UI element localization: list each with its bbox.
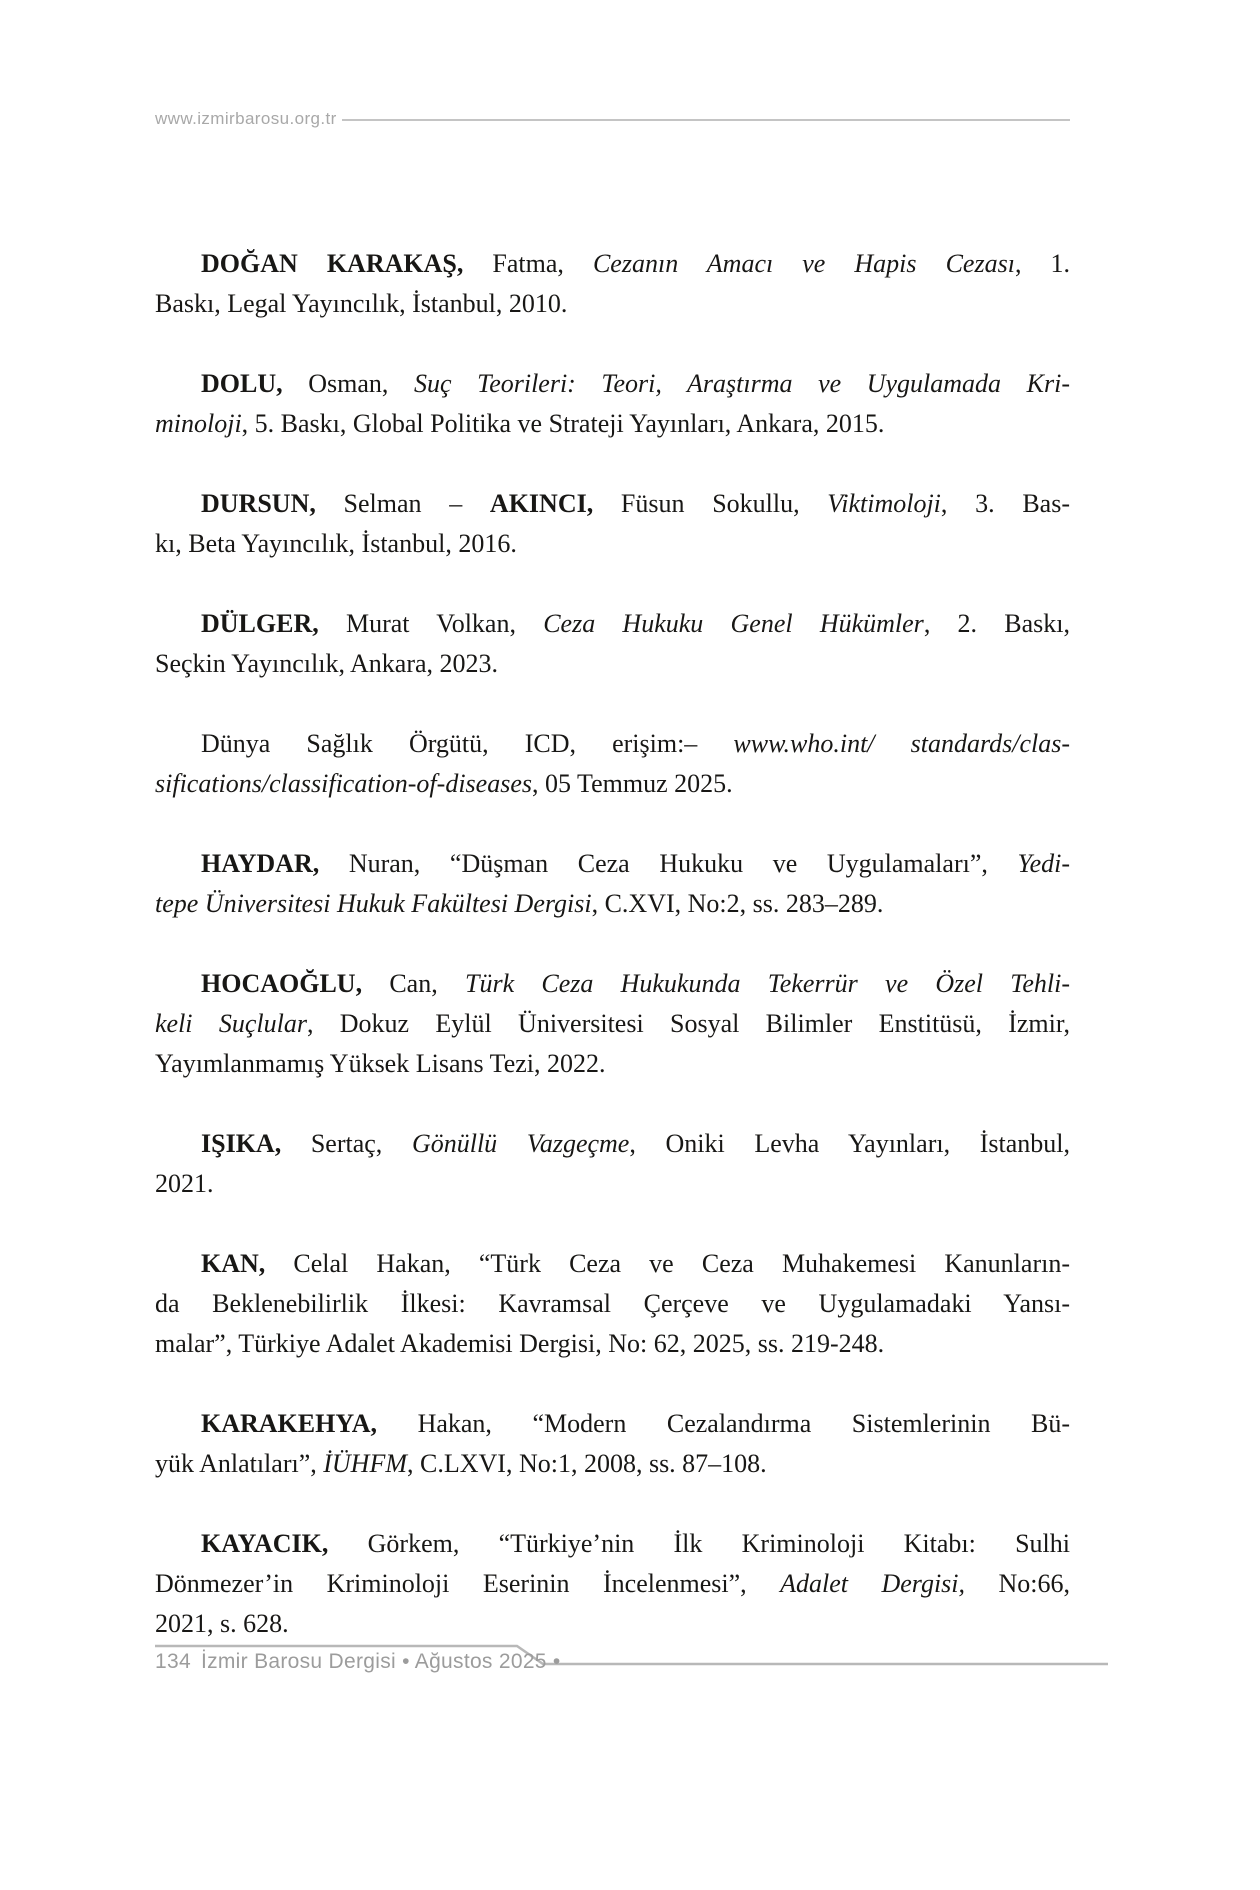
entry-text: Dünya Sağlık Örgütü, ICD, erişim:– xyxy=(201,729,734,758)
work-title: Cezanın Amacı ve Hapis Cezası xyxy=(592,249,1015,278)
author-name: KAN, xyxy=(201,1249,266,1278)
entry-line xyxy=(155,964,1070,1004)
entry-line xyxy=(155,244,1070,284)
author-name: HOCAOĞLU, xyxy=(201,969,363,998)
entry-line xyxy=(155,1404,1070,1444)
entry-text: 2021. xyxy=(155,1169,214,1198)
entry-line xyxy=(155,404,1070,444)
entry-line xyxy=(155,484,1070,524)
entry-text: , 3. Bas- xyxy=(940,489,1070,518)
entry-line xyxy=(155,1444,1070,1484)
entry-line xyxy=(155,844,1070,884)
bibliography-entry xyxy=(155,244,1070,324)
work-title: keli Suçlular xyxy=(155,1009,307,1038)
bibliography-entry xyxy=(155,844,1070,924)
author-name: KARAKEHYA, xyxy=(201,1409,378,1438)
entry-text: Dönmezer’in Kriminoloji Eserinin İncelenmesi”, xyxy=(155,1569,781,1598)
bibliography-entry xyxy=(155,1124,1070,1204)
page-header xyxy=(155,109,1070,129)
entry-text: , 05 Temmuz 2025. xyxy=(531,769,733,798)
work-title: Türk Ceza Hukukunda Tekerrür ve Özel Tehli- xyxy=(464,969,1070,998)
entry-line xyxy=(155,1284,1070,1324)
entry-text: Yayımlanmamış Yüksek Lisans Tezi, 2022. xyxy=(155,1049,606,1078)
bibliography-entry xyxy=(155,1524,1070,1644)
entry-text: malar”, Türkiye Adalet Akademisi Dergisi, No: 62, 2025, ss. 219-248. xyxy=(155,1329,885,1358)
bibliography-entry xyxy=(155,724,1070,804)
entry-text: Füsun Sokullu, xyxy=(593,489,828,518)
entry-line xyxy=(155,884,1070,924)
entry-text: No:66, xyxy=(965,1569,1070,1598)
entry-line xyxy=(155,1524,1070,1564)
author-name: DURSUN, xyxy=(201,489,316,518)
entry-line xyxy=(155,1124,1070,1164)
entry-text: yük Anlatıları”, xyxy=(155,1449,324,1478)
entry-text: , C.XVI, No:2, ss. 283–289. xyxy=(591,889,884,918)
entry-line xyxy=(155,764,1070,804)
entry-line xyxy=(155,724,1070,764)
entry-line xyxy=(155,644,1070,684)
entry-text: , 1. xyxy=(1014,249,1070,278)
entry-text: , Oniki Levha Yayınları, İstanbul, xyxy=(629,1129,1070,1158)
entry-text: Celal Hakan, “Türk Ceza ve Ceza Muhakemesi Kanunların- xyxy=(265,1249,1070,1278)
work-title: minoloji xyxy=(155,409,242,438)
entry-text: da Beklenebilirlik İlkesi: Kavramsal Çerçeve ve Uygulamadaki Yansı- xyxy=(155,1289,1070,1318)
entry-text: , Dokuz Eylül Üniversitesi Sosyal Bilimler Enstitüsü, İzmir, xyxy=(306,1009,1070,1038)
header-site-url: www.izmirbarosu.org.tr xyxy=(155,109,337,128)
entry-line xyxy=(155,1164,1070,1204)
work-title: Adalet Dergisi, xyxy=(780,1569,966,1598)
footer-journal-line: İzmir Barosu Dergisi • Ağustos 2025 • xyxy=(200,1650,561,1673)
work-title: Gönüllü Vazgeçme xyxy=(411,1129,630,1158)
entry-line xyxy=(155,604,1070,644)
work-title: tepe Üniversitesi Hukuk Fakültesi Dergisi xyxy=(155,889,592,918)
work-title: İÜHFM xyxy=(323,1449,408,1478)
bibliography-entry xyxy=(155,1404,1070,1484)
entry-text: Hakan, “Modern Cezalandırma Sistemlerinin Bü- xyxy=(377,1409,1070,1438)
author-name: HAYDAR, xyxy=(201,849,320,878)
entry-text: Nuran, “Düşman Ceza Hukuku ve Uygulamaları”, xyxy=(319,849,1018,878)
bibliography-entry xyxy=(155,364,1070,444)
bibliography-entry xyxy=(155,604,1070,684)
work-title: Yedi- xyxy=(1017,849,1070,878)
author-name: KAYACIK, xyxy=(201,1529,329,1558)
author-name: IŞIKA, xyxy=(201,1129,282,1158)
work-title: Viktimoloji xyxy=(827,489,941,518)
author-name: DOĞAN KARAKAŞ, xyxy=(201,249,464,278)
entry-text: , 5. Baskı, Global Politika ve Strateji Yayınları, Ankara, 2015. xyxy=(241,409,885,438)
entry-text: Baskı, Legal Yayıncılık, İstanbul, 2010. xyxy=(155,289,568,318)
entry-line xyxy=(155,1564,1070,1604)
entry-line xyxy=(155,284,1070,324)
entry-text: Fatma, xyxy=(463,249,593,278)
entry-line xyxy=(155,1004,1070,1044)
entry-line xyxy=(155,524,1070,564)
entry-text: Selman – xyxy=(315,489,490,518)
bibliography xyxy=(155,244,1070,1684)
entry-text: Görkem, “Türkiye’nin İlk Kriminoloji Kitabı: Sulhi xyxy=(328,1529,1070,1558)
bibliography-entry xyxy=(155,964,1070,1084)
bibliography-entry xyxy=(155,1244,1070,1364)
entry-text: , C.LXVI, No:1, 2008, ss. 87–108. xyxy=(407,1449,767,1478)
entry-text: Osman, xyxy=(282,369,414,398)
bibliography-entry xyxy=(155,484,1070,564)
author-name: DÜLGER, xyxy=(201,609,319,638)
author-name: DOLU, xyxy=(201,369,283,398)
entry-line xyxy=(155,1044,1070,1084)
author-name: AKINCI, xyxy=(489,489,594,518)
work-title: Ceza Hukuku Genel Hükümler xyxy=(543,609,924,638)
header-rule xyxy=(342,119,1070,121)
entry-text: 2021, s. 628. xyxy=(155,1609,289,1638)
work-title: sifications/classification-of-diseases xyxy=(155,769,532,798)
entry-text: Can, xyxy=(362,969,465,998)
entry-text: Seçkin Yayıncılık, Ankara, 2023. xyxy=(155,649,499,678)
page-footer xyxy=(155,1650,561,1674)
work-title: www.who.int/ standards/clas- xyxy=(733,729,1070,758)
entry-line xyxy=(155,1244,1070,1284)
entry-line xyxy=(155,364,1070,404)
footer-page-number: 134 xyxy=(155,1650,191,1673)
entry-text: kı, Beta Yayıncılık, İstanbul, 2016. xyxy=(155,529,517,558)
entry-line xyxy=(155,1324,1070,1364)
work-title: Suç Teorileri: Teori, Araştırma ve Uygulamada Kri- xyxy=(413,369,1070,398)
entry-text: Sertaç, xyxy=(281,1129,412,1158)
entry-text: Murat Volkan, xyxy=(318,609,544,638)
entry-text: , 2. Baskı, xyxy=(923,609,1070,638)
